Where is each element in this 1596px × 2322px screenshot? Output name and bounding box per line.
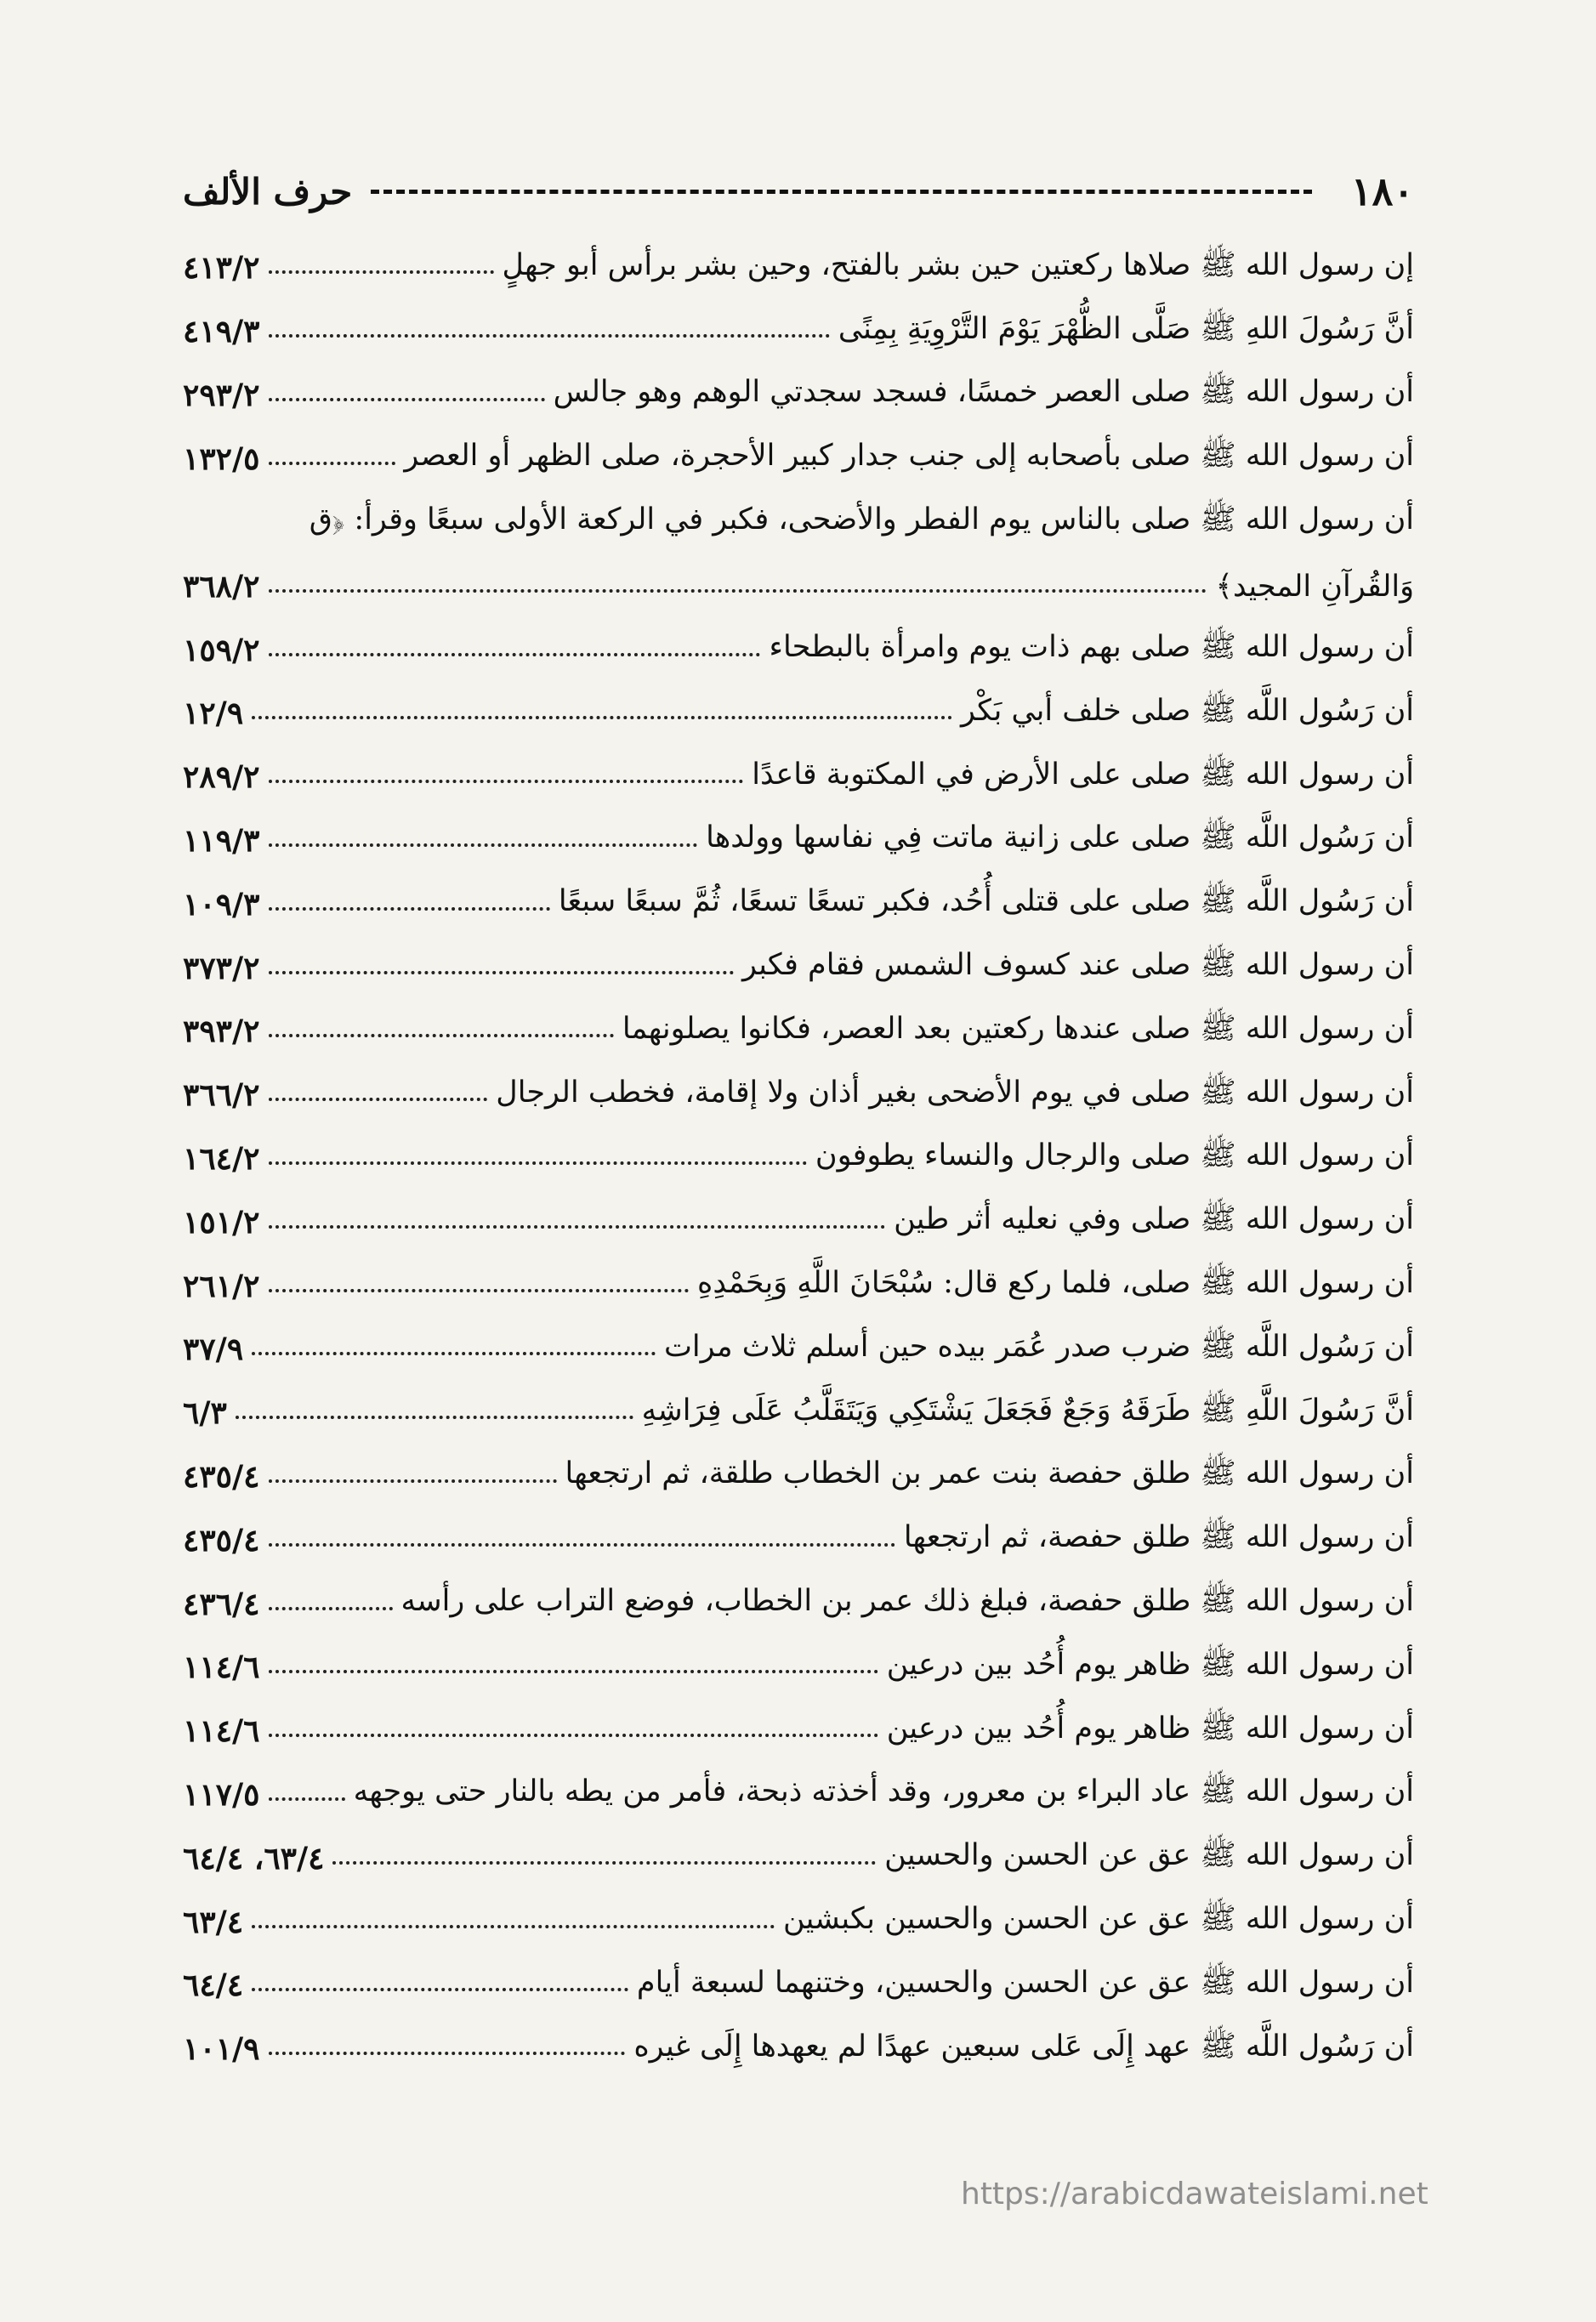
entry-reference: ١٠١/٩ xyxy=(183,2031,260,2068)
leader-dots xyxy=(269,1225,886,1229)
leader-dots xyxy=(269,589,1207,593)
entry-text: أن رسول الله ﷺ صلى بأصحابه إلى جنب جدار كبير الأحجرة، صلى الظهر أو العصر xyxy=(404,439,1414,474)
leader-dots xyxy=(269,1607,393,1610)
entry-text: أن رسول الله ﷺ طلق حفصة، فبلغ ذلك عمر بن الخطاب، فوضع التراب على رأسه xyxy=(400,1584,1414,1619)
index-entry xyxy=(183,427,1414,491)
leader-dots xyxy=(269,398,545,401)
entry-text: أن رسول الله ﷺ صلى العصر خمسًا، فسجد سجدتي الوهم وهو جالس xyxy=(553,375,1414,410)
entry-reference: ٣٧/٩ xyxy=(183,1331,244,1368)
hadith-index-list xyxy=(183,236,1414,2081)
entry-reference: ٦/٣ xyxy=(183,1395,227,1432)
index-entry xyxy=(183,1382,1414,1445)
leader-dots xyxy=(269,462,396,465)
leader-dots xyxy=(269,843,698,847)
entry-reference: ١١٤/٦ xyxy=(183,1649,260,1686)
entry-text: أن رسول الله ﷺ صلى في يوم الأضحى بغير أذان ولا إقامة، فخطب الرجال xyxy=(496,1075,1414,1110)
entry-text: أن رَسُول اللَّه ﷺ صلى على زانية ماتت فِي نفاسها وولدها xyxy=(706,820,1414,855)
entry-text: أن رسول الله ﷺ صلى عند كسوف الشمس فقام فكبر xyxy=(741,948,1414,983)
entry-reference: ٦٤/٤ xyxy=(183,1967,244,2004)
entry-reference: ٤١٩/٣ xyxy=(183,314,260,350)
leader-dots xyxy=(269,1670,878,1673)
index-entry xyxy=(183,1508,1414,1572)
entry-reference: ١١٩/٣ xyxy=(183,822,260,859)
entry-reference: ٢٩٣/٢ xyxy=(183,377,260,413)
leader-dots xyxy=(269,270,494,274)
index-entry xyxy=(183,809,1414,873)
leader-dots xyxy=(269,780,744,783)
entry-reference: ٢٨٩/٢ xyxy=(183,759,260,796)
entry-reference: ١٣٢/٥ xyxy=(183,440,260,477)
leader-dots xyxy=(269,971,734,974)
leader-dots xyxy=(269,1479,557,1483)
entry-text: أن رسول الله ﷺ ظاهر يوم أُحُد بين درعين xyxy=(886,1711,1414,1746)
index-entry xyxy=(183,1636,1414,1700)
entry-text: أن رسول الله ﷺ صلى عندها ركعتين بعد العصر، فكانوا يصلونهما xyxy=(622,1011,1414,1046)
entry-reference: ٤٣٥/٤ xyxy=(183,1522,260,1558)
index-entry xyxy=(183,1954,1414,2018)
entry-text-continued: وَالقُرآنِ المجيد﴾ xyxy=(1215,569,1414,604)
leader-dots xyxy=(269,1034,614,1037)
leader-dots xyxy=(269,1734,878,1737)
leader-dots xyxy=(269,1543,895,1547)
index-entry xyxy=(183,300,1414,364)
entry-text: أن رسول الله ﷺ صلى بهم ذات يوم وامرأة بالبطحاء xyxy=(769,630,1414,665)
leader-dots xyxy=(252,716,952,719)
entry-text: أن رسول الله ﷺ عق عن الحسن والحسين بكبشين xyxy=(782,1902,1414,1937)
leader-dots xyxy=(236,1416,633,1419)
leader-dots xyxy=(269,1098,488,1101)
header-dashed-rule xyxy=(371,190,1312,194)
entry-reference: ١١٧/٥ xyxy=(183,1776,260,1813)
entry-text: أن رسول الله ﷺ ظاهر يوم أُحُد بين درعين xyxy=(886,1647,1414,1682)
index-entry xyxy=(183,364,1414,428)
entry-reference: ١٥٩/٢ xyxy=(183,632,260,668)
entry-text: أن رسول الله ﷺ صلى وفي نعليه أثر طين xyxy=(894,1202,1414,1237)
index-entry xyxy=(183,1700,1414,1763)
entry-reference: ٢٦١/٢ xyxy=(183,1268,260,1304)
index-entry xyxy=(183,746,1414,809)
entry-text: أن رسول الله ﷺ صلى على الأرض في المكتوبة قاعدًا xyxy=(752,757,1414,792)
entry-reference: ٣٦٨/٢ xyxy=(183,568,260,605)
index-entry xyxy=(183,1763,1414,1827)
index-entry xyxy=(183,1572,1414,1636)
entry-text: أن رَسُول اللَّه ﷺ صلى على قتلى أُحُد، فكبر تسعًا تسعًا، ثُمَّ سبعًا سبعًا xyxy=(558,884,1414,919)
index-entry xyxy=(183,1000,1414,1064)
entry-text: أنَّ رَسُولَ اللَّهِ ﷺ طَرَقَهُ وَجَعٌ فَجَعَلَ يَشْتَكِي وَيَتَقَلَّبُ عَلَى فِرَاشِهِ xyxy=(641,1393,1414,1428)
index-entry xyxy=(183,618,1414,682)
leader-dots xyxy=(269,334,830,338)
entry-reference: ١١٤/٦ xyxy=(183,1713,260,1750)
index-entry xyxy=(183,872,1414,936)
entry-reference: ٤٣٦/٤ xyxy=(183,1586,260,1622)
leader-dots xyxy=(269,2052,626,2055)
entry-text: أن رسول الله ﷺ صلى بالناس يوم الفطر والأضحى، فكبر في الركعة الأولى سبعًا وقرأ: ﴿ق xyxy=(309,502,1414,537)
entry-text: أن رسول الله ﷺ طلق حفصة بنت عمر بن الخطاب طلقة، ثم ارتجعها xyxy=(565,1456,1414,1491)
entry-text: أنَّ رَسُولَ اللهِ ﷺ صَلَّى الظُّهْرَ يَوْمَ التَّرْوِيَةِ بِمِنًى xyxy=(838,311,1414,346)
entry-text: أن رَسُول اللَّه ﷺ ضرب صدر عُمَر بيده حين أسلم ثلاث مرات xyxy=(663,1329,1414,1364)
entry-text: أن رَسُول اللَّه ﷺ صلى خلف أبي بَكْر xyxy=(960,693,1414,728)
page-number: ١٨٠ xyxy=(1350,168,1414,214)
watermark: https://arabicdawateislami.net xyxy=(961,2177,1428,2211)
index-entry xyxy=(183,1445,1414,1509)
entry-text: أن رَسُول اللَّه ﷺ عهد إِلَى عَلى سبعين عهدًا لم يعهدها إِلَى غيره xyxy=(633,2029,1414,2064)
entry-text: أن رسول الله ﷺ صلى، فلما ركع قال: سُبْحَانَ اللَّهِ وَبِحَمْدِهِ xyxy=(696,1266,1414,1301)
leader-dots xyxy=(269,1161,807,1165)
entry-reference: ١٠٩/٣ xyxy=(183,886,260,923)
leader-dots xyxy=(252,1352,656,1355)
index-entry xyxy=(183,236,1414,300)
leader-dots xyxy=(269,907,550,911)
entry-reference: ٣٩٣/٢ xyxy=(183,1013,260,1050)
entry-reference: ٤١٣/٢ xyxy=(183,250,260,287)
index-entry xyxy=(183,1254,1414,1318)
index-entry xyxy=(183,1190,1414,1254)
running-header xyxy=(183,162,1414,221)
entry-reference: ١٦٤/٢ xyxy=(183,1140,260,1177)
entry-reference: ٦٣/٤ xyxy=(183,1904,244,1940)
index-entry xyxy=(183,1064,1414,1127)
index-entry xyxy=(183,1127,1414,1191)
index-entry xyxy=(183,2018,1414,2081)
entry-reference: ١٢/٩ xyxy=(183,695,244,732)
leader-dots xyxy=(332,1861,876,1865)
section-title: حرف الألف xyxy=(183,170,353,213)
index-entry xyxy=(183,682,1414,746)
entry-reference: ١٥١/٢ xyxy=(183,1204,260,1240)
entry-text: أن رسول الله ﷺ عاد البراء بن معرور، وقد أخذته ذبحة، فأمر من يطه بالنار حتى يوجهه xyxy=(353,1774,1414,1809)
leader-dots xyxy=(252,1988,628,1991)
entry-reference: ٣٧٣/٢ xyxy=(183,950,260,986)
index-entry xyxy=(183,936,1414,1000)
entry-reference: ٦٣/٤، ٦٤/٤ xyxy=(183,1840,325,1876)
index-entry xyxy=(183,1826,1414,1890)
index-entry xyxy=(183,1318,1414,1382)
leader-dots xyxy=(269,1289,689,1292)
entry-reference: ٣٦٦/٢ xyxy=(183,1077,260,1114)
leader-dots xyxy=(252,1925,775,1928)
entry-text: أن رسول الله ﷺ عق عن الحسن والحسين xyxy=(884,1838,1414,1873)
entry-reference: ٤٣٥/٤ xyxy=(183,1458,260,1495)
index-entry xyxy=(183,491,1414,618)
index-entry xyxy=(183,1890,1414,1954)
entry-text: أن رسول الله ﷺ صلى والرجال والنساء يطوفون xyxy=(815,1138,1414,1173)
entry-text: إن رسول الله ﷺ صلاها ركعتين حين بشر بالفتح، وحين بشر برأس أبو جهلٍ xyxy=(502,247,1414,282)
leader-dots xyxy=(269,1797,345,1801)
entry-text: أن رسول الله ﷺ عق عن الحسن والحسين، وختنهما لسبعة أيام xyxy=(636,1965,1414,2000)
leader-dots xyxy=(269,653,761,656)
entry-text: أن رسول الله ﷺ طلق حفصة، ثم ارتجعها xyxy=(903,1520,1414,1555)
